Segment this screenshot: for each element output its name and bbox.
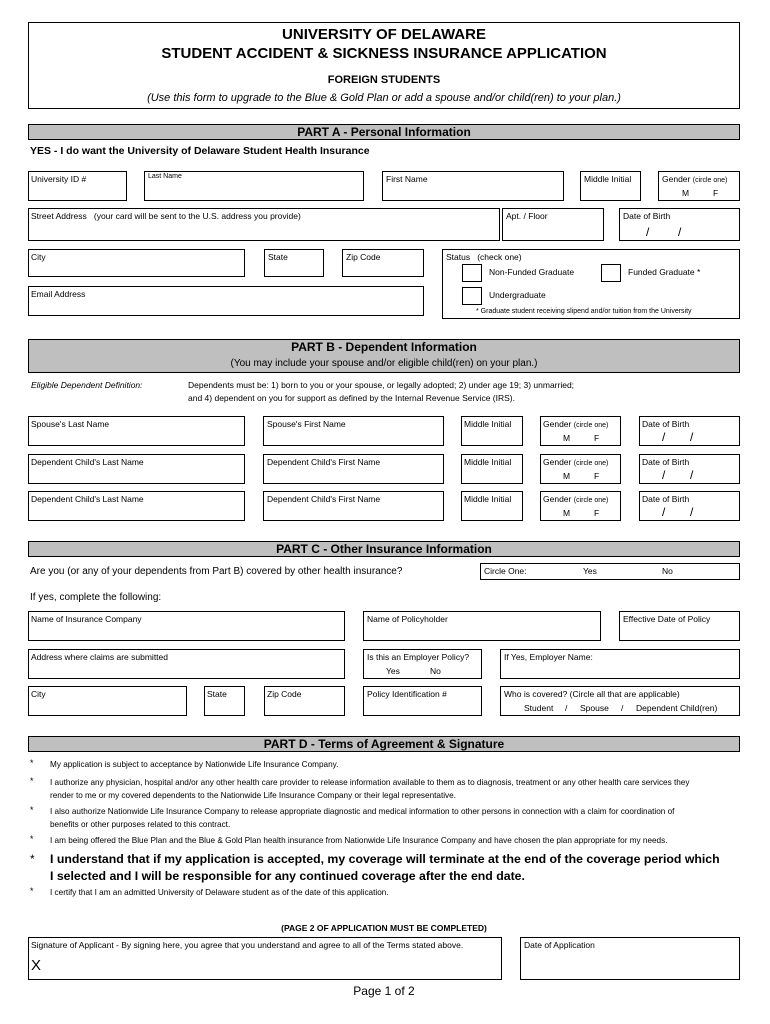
dependent-dob-slash-1: / xyxy=(662,430,666,444)
yes-enroll-line: YES - I do want the University of Delaware Student Health Insurance xyxy=(30,145,370,157)
header-app-title: STUDENT ACCIDENT & SICKNESS INSURANCE APPLICATION xyxy=(161,45,607,62)
covered-student[interactable]: Student xyxy=(524,703,554,713)
term-bullet: * xyxy=(30,758,34,768)
dependent-last-name-label: Dependent Child's Last Name xyxy=(31,494,144,504)
part-a-title: PART A - Personal Information xyxy=(28,124,740,140)
insurance-city-label: City xyxy=(31,689,46,699)
policy-id-label: Policy Identification # xyxy=(367,689,447,699)
employer-policy-no[interactable]: No xyxy=(430,666,441,676)
term-authorize-nationwide-2: benefits or other purposes related to this contract. xyxy=(50,820,231,829)
state-label: State xyxy=(268,252,288,262)
dependent-dob-slash-1: / xyxy=(662,468,666,482)
term-bullet: * xyxy=(30,852,35,866)
other-insurance-question: Are you (or any of your dependents from Part B) covered by other health insurance? xyxy=(30,566,403,577)
university-id-label: University ID # xyxy=(31,174,87,184)
insurance-zip-label: Zip Code xyxy=(267,689,302,699)
signature-x-mark: X xyxy=(31,957,42,974)
last-name-label: Last Name xyxy=(148,173,182,180)
employer-name-label: If Yes, Employer Name: xyxy=(504,652,593,662)
term-plan-offer: I am being offered the Blue Plan and the Blue & Gold Plan health insurance from Nationwide Life Insurance Company and have chosen the plan appropriate for my needs. xyxy=(50,836,668,845)
header-university: UNIVERSITY OF DELAWARE xyxy=(282,26,486,43)
dependent-middle-initial-label: Middle Initial xyxy=(464,419,512,429)
dependent-first-name-label: Spouse's First Name xyxy=(267,419,346,429)
undergraduate-checkbox[interactable] xyxy=(462,287,482,305)
street-address-label: Street Address (your card will be sent to the U.S. address you provide) xyxy=(31,211,301,221)
term-authorize-release-2: render to me or my covered dependents to the Nationwide Life Insurance Company or their legal representative. xyxy=(50,791,456,800)
dependent-gender-m[interactable]: M xyxy=(563,433,571,443)
part-b-title: PART B - Dependent Information xyxy=(291,340,477,354)
covered-children[interactable]: Dependent Child(ren) xyxy=(636,703,718,713)
email-label: Email Address xyxy=(31,289,86,299)
insurance-state-label: State xyxy=(207,689,227,699)
employer-policy-label: Is this an Employer Policy? xyxy=(367,652,470,662)
term-acceptance: My application is subject to acceptance by Nationwide Life Insurance Company. xyxy=(50,760,339,769)
city-label: City xyxy=(31,252,46,262)
dependent-gender-f[interactable]: F xyxy=(594,433,600,443)
dependent-dob-label: Date of Birth xyxy=(642,494,690,504)
dependent-dob-slash-1: / xyxy=(662,505,666,519)
dependent-dob-slash-2: / xyxy=(690,505,694,519)
email-field[interactable] xyxy=(28,286,424,316)
date-of-application-label: Date of Application xyxy=(524,940,595,950)
dependent-gender-m[interactable]: M xyxy=(563,471,571,481)
if-yes-instruction: If yes, complete the following: xyxy=(30,592,162,603)
other-insurance-yes[interactable]: Yes xyxy=(583,566,597,576)
funded-graduate-label: Funded Graduate * xyxy=(628,267,701,277)
insurance-company-label: Name of Insurance Company xyxy=(31,614,142,624)
effective-date-label: Effective Date of Policy xyxy=(623,614,711,624)
part-b-subtitle: (You may include your spouse and/or eligible child(ren) on your plan.) xyxy=(230,358,538,369)
who-covered-label: Who is covered? (Circle all that are applicable) xyxy=(504,689,680,699)
dependent-last-name-label: Dependent Child's Last Name xyxy=(31,457,144,467)
dependent-first-name-label: Dependent Child's First Name xyxy=(267,457,381,467)
dependent-dob-slash-2: / xyxy=(690,430,694,444)
dependent-middle-initial-label: Middle Initial xyxy=(464,494,512,504)
eligible-dependent-label: Eligible Dependent Definition: xyxy=(31,380,143,390)
dependent-dob-label: Date of Birth xyxy=(642,419,690,429)
term-authorize-release-1: I authorize any physician, hospital and/or any other health care provider to release information available to them as to diagnosis, treatment or any other health care services they xyxy=(50,778,690,787)
header-instructions: (Use this form to upgrade to the Blue & Gold Plan or add a spouse and/or child(ren) to your plan.) xyxy=(147,92,621,104)
apt-floor-label: Apt. / Floor xyxy=(506,211,548,221)
signature-label: Signature of Applicant - By signing here, you agree that you understand and agree to all of the Terms stated above. xyxy=(31,940,464,950)
dependent-gender-label: Gender (circle one) xyxy=(543,494,609,504)
status-label: Status (check one) xyxy=(446,252,522,262)
dependent-gender-f[interactable]: F xyxy=(594,508,600,518)
eligible-definition-1: Dependents must be: 1) born to you or your spouse, or legally adopted; 2) under age 19; 3) unmarried; xyxy=(188,380,575,390)
dependent-first-name-label: Dependent Child's First Name xyxy=(267,494,381,504)
circle-one-label: Circle One: xyxy=(484,566,527,576)
claims-address-label: Address where claims are submitted xyxy=(31,652,169,662)
term-coverage-terminate-2: I selected and I will be responsible for any continued coverage after the end date. xyxy=(50,869,525,883)
insurance-city-field[interactable] xyxy=(28,686,187,716)
term-bullet: * xyxy=(30,886,34,896)
dob-slash-2: / xyxy=(678,225,682,239)
gender-label: Gender (circle one) xyxy=(662,174,728,184)
dob-label: Date of Birth xyxy=(623,211,671,221)
dependent-last-name-label: Spouse's Last Name xyxy=(31,419,110,429)
part-c-title: PART C - Other Insurance Information xyxy=(28,541,740,557)
funded-graduate-checkbox[interactable] xyxy=(601,264,621,282)
term-bullet: * xyxy=(30,834,34,844)
undergraduate-label: Undergraduate xyxy=(489,290,546,300)
dependent-gender-m[interactable]: M xyxy=(563,508,571,518)
dependent-dob-slash-2: / xyxy=(690,468,694,482)
gender-m[interactable]: M xyxy=(682,188,690,198)
dependent-gender-label: Gender (circle one) xyxy=(543,457,609,467)
covered-slash-1: / xyxy=(565,703,568,713)
policyholder-label: Name of Policyholder xyxy=(367,614,448,624)
covered-slash-2: / xyxy=(621,703,624,713)
zip-label: Zip Code xyxy=(346,252,381,262)
term-authorize-nationwide-1: I also authorize Nationwide Life Insurance Company to release appropriate diagnostic and medical information to other persons in connection with a claim for coordination of xyxy=(50,807,675,816)
term-certify: I certify that I am an admitted University of Delaware student as of the date of this application. xyxy=(50,888,389,897)
non-funded-graduate-checkbox[interactable] xyxy=(462,264,482,282)
dependent-gender-label: Gender (circle one) xyxy=(543,419,609,429)
term-coverage-terminate-1: I understand that if my application is accepted, my coverage will terminate at the end of the coverage period which xyxy=(50,852,720,866)
term-bullet: * xyxy=(30,805,34,815)
eligible-definition-2: and 4) dependent on you for support as defined by the Internal Revenue Service (IRS). xyxy=(188,393,515,403)
page-2-notice: (PAGE 2 OF APPLICATION MUST BE COMPLETED) xyxy=(281,923,487,933)
other-insurance-no[interactable]: No xyxy=(662,566,673,576)
page-number: Page 1 of 2 xyxy=(353,984,415,998)
employer-policy-yes[interactable]: Yes xyxy=(386,666,400,676)
dependent-gender-f[interactable]: F xyxy=(594,471,600,481)
city-field[interactable] xyxy=(28,249,245,277)
middle-initial-label: Middle Initial xyxy=(584,174,632,184)
covered-spouse[interactable]: Spouse xyxy=(580,703,609,713)
dependent-dob-label: Date of Birth xyxy=(642,457,690,467)
gender-f[interactable]: F xyxy=(713,188,719,198)
status-footnote: * Graduate student receiving slipend and/or tuition from the University xyxy=(476,308,692,315)
header-foreign: FOREIGN STUDENTS xyxy=(327,74,441,86)
dependent-middle-initial-label: Middle Initial xyxy=(464,457,512,467)
part-d-title: PART D - Terms of Agreement & Signature xyxy=(28,736,740,752)
first-name-label: First Name xyxy=(386,174,428,184)
term-bullet: * xyxy=(30,776,34,786)
non-funded-graduate-label: Non-Funded Graduate xyxy=(489,267,575,277)
dob-slash-1: / xyxy=(646,225,650,239)
